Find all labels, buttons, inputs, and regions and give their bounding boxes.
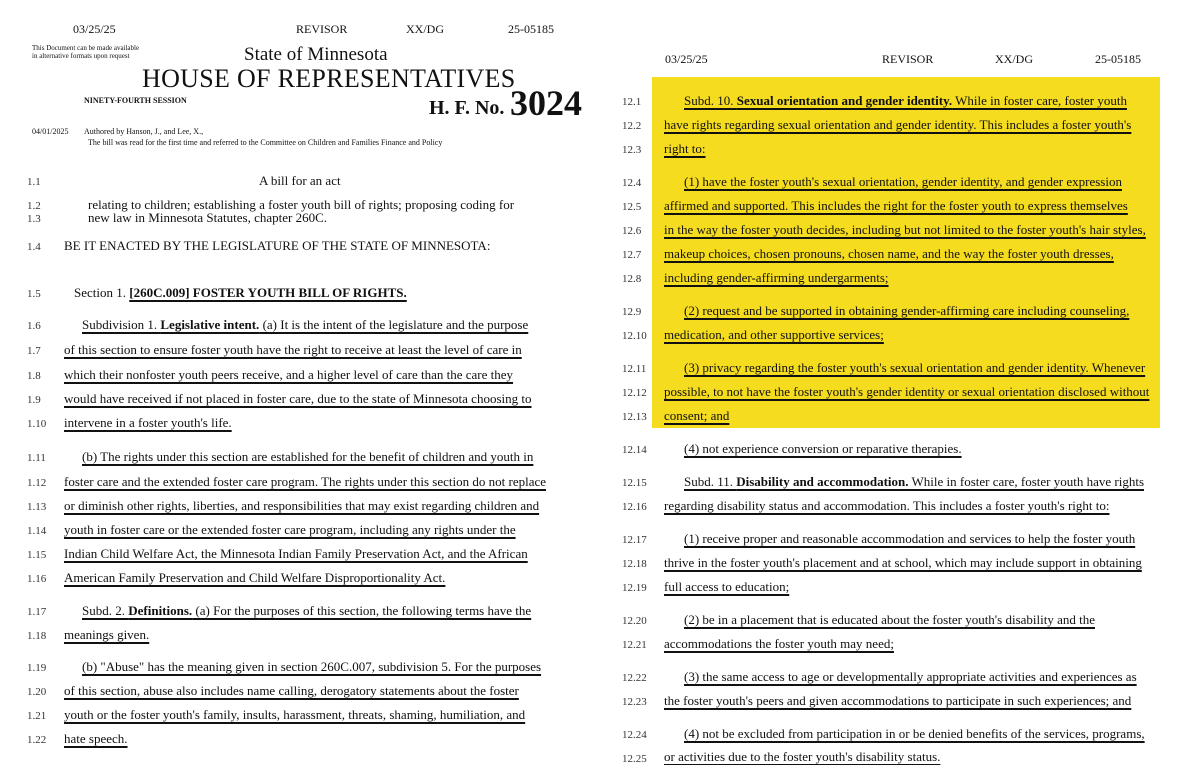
- state-title: State of Minnesota: [244, 44, 388, 65]
- hf-number: 3024: [510, 83, 582, 123]
- line-number: 12.11: [622, 363, 647, 375]
- bill-line: (3) the same access to age or developmentally appropriate activities and experiences as: [684, 669, 1137, 684]
- availability-note: [32, 44, 139, 60]
- bill-line: American Family Preservation and Child Welfare Disproportionality Act.: [64, 570, 446, 585]
- bill-line: thrive in the foster youth's placement and at school, which may include support in obtaining: [664, 555, 1142, 570]
- bill-line: in the way the foster youth decides, including but not limited to the foster youth's hair styles,: [664, 222, 1146, 237]
- bill-line: including gender-affirming undergarments;: [664, 270, 889, 285]
- line-number: 1.14: [27, 525, 47, 537]
- line-number: 1.10: [27, 418, 47, 430]
- bill-line: (4) not be excluded from participation in or be denied benefits of the services, programs,: [684, 726, 1145, 741]
- subd-heading: Definitions.: [128, 603, 193, 618]
- bill-line: consent; and: [664, 408, 730, 423]
- line-number: 12.1: [622, 96, 642, 108]
- line-number: 1.5: [27, 288, 41, 300]
- bill-line: [684, 93, 1127, 109]
- line-number: 12.9: [622, 306, 642, 318]
- line-number: 12.15: [622, 477, 647, 489]
- line-number: 12.16: [622, 501, 647, 513]
- bill-line: new law in Minnesota Statutes, chapter 260C.: [88, 210, 328, 225]
- bill-line: hate speech.: [64, 731, 128, 746]
- bill-line: which their nonfoster youth peers receive, and a higher level of care than the care they: [64, 367, 514, 382]
- bill-line: full access to education;: [664, 579, 790, 594]
- bill-line: youth in foster care or the extended foster care program, including any rights under the: [64, 522, 516, 537]
- bill-line: (b) The rights under this section are established for the benefit of children and youth in: [82, 449, 534, 464]
- subd-heading: Legislative intent.: [160, 317, 260, 332]
- subd-prefix: Subd. 2.: [82, 603, 129, 618]
- bill-line: [74, 285, 407, 301]
- line-number: 1.4: [27, 241, 41, 253]
- bill-line: the foster youth's peers and given accommodations to participate in such experiences; and: [664, 693, 1132, 708]
- line-number: 1.2: [27, 200, 41, 212]
- line-number: 1.13: [27, 501, 47, 513]
- bill-line: right to:: [664, 141, 706, 156]
- left-header-office: REVISOR: [296, 22, 348, 36]
- bill-line: or diminish other rights, liberties, and responsibilities that may exist regarding children and: [64, 498, 540, 513]
- line-number: 12.20: [622, 615, 647, 627]
- bill-line: (b) "Abuse" has the meaning given in section 260C.007, subdivision 5. For the purposes: [82, 659, 542, 674]
- line-number: 1.12: [27, 477, 47, 489]
- line-number: 12.7: [622, 249, 642, 261]
- line-number: 1.20: [27, 686, 47, 698]
- bill-line: youth or the foster youth's family, insults, harassment, threats, shaming, humiliation, and: [64, 707, 526, 722]
- line-number: 12.4: [622, 177, 642, 189]
- right-header-initials: XX/DG: [995, 52, 1033, 66]
- bill-line: regarding disability status and accommodation. This includes a foster youth's right to:: [664, 498, 1110, 513]
- line-number: 1.9: [27, 394, 41, 406]
- line-number: 1.16: [27, 573, 47, 585]
- line-number: 12.25: [622, 753, 647, 765]
- bill-line: meanings given.: [64, 627, 150, 642]
- line-number: 1.19: [27, 662, 47, 674]
- line-number: 12.3: [622, 144, 642, 156]
- hf-label: H. F. No.: [429, 97, 505, 119]
- line-number: 12.18: [622, 558, 647, 570]
- bill-line: (4) not experience conversion or reparative therapies.: [684, 441, 962, 456]
- line-number: 1.17: [27, 606, 47, 618]
- right-header-docid: 25-05185: [1095, 52, 1141, 66]
- availability-note-line-1: This Document can be made available: [32, 44, 140, 52]
- subd-heading: Sexual orientation and gender identity.: [736, 93, 953, 108]
- right-header-date: 03/25/25: [665, 52, 708, 66]
- line-number: 1.1: [27, 176, 41, 188]
- line-number: 1.11: [27, 452, 46, 464]
- bill-line: medication, and other supportive services;: [664, 327, 884, 342]
- line-number: 1.18: [27, 630, 47, 642]
- line-number: 12.5: [622, 201, 642, 213]
- bill-line: have rights regarding sexual orientation and gender identity. This includes a foster youth's: [664, 117, 1132, 132]
- bill-line: or activities due to the foster youth's disability status.: [664, 749, 941, 764]
- line-number: 12.14: [622, 444, 647, 456]
- bill-line: [82, 603, 531, 619]
- section-heading: [260C.009] FOSTER YOUTH BILL OF RIGHTS.: [129, 285, 407, 300]
- bill-line: [82, 317, 528, 333]
- subd-prefix: Subdivision 1.: [82, 317, 161, 332]
- bill-line: of this section to ensure foster youth have the right to receive at least the level of care in: [64, 342, 522, 357]
- subd-text: (a) For the purposes of this section, the following terms have the: [192, 603, 532, 618]
- bill-line: would have received if not placed in foster care, due to the state of Minnesota choosing to: [64, 391, 532, 406]
- referral-note: The bill was read for the first time and referred to the Committee on Children and Families Finance and Policy: [88, 138, 443, 147]
- bill-line: possible, to not have the foster youth's gender identity or sexual orientation disclosed without: [664, 384, 1150, 399]
- left-header-date: 03/25/25: [73, 22, 116, 36]
- bill-line: (2) be in a placement that is educated about the foster youth's disability and the: [684, 612, 1095, 627]
- line-number: 12.21: [622, 639, 647, 651]
- line-number: 12.23: [622, 696, 647, 708]
- line-number: 1.15: [27, 549, 47, 561]
- bill-line: (1) receive proper and reasonable accommodation and services to help the foster youth: [684, 531, 1136, 546]
- line-number: 12.6: [622, 225, 642, 237]
- subd-prefix: Subd. 10.: [684, 93, 737, 108]
- bill-line: A bill for an act: [259, 173, 341, 188]
- bill-line: relating to children; establishing a foster youth bill of rights; proposing coding for: [88, 197, 515, 212]
- line-number: 1.21: [27, 710, 47, 722]
- bill-line: accommodations the foster youth may need;: [664, 636, 894, 651]
- subd-text: While in foster care, foster youth have rights: [908, 474, 1145, 489]
- session-label: NINETY-FOURTH SESSION: [84, 96, 187, 105]
- bill-line: affirmed and supported. This includes the right for the foster youth to express themselves: [664, 198, 1128, 213]
- line-number: 12.17: [622, 534, 647, 546]
- line-number: 1.3: [27, 213, 41, 225]
- bill-line: Indian Child Welfare Act, the Minnesota Indian Family Preservation Act, and the African: [64, 546, 528, 561]
- line-number: 12.13: [622, 411, 647, 423]
- bill-line: (2) request and be supported in obtaining gender-affirming care including counseling,: [684, 303, 1130, 318]
- right-header-office: REVISOR: [882, 52, 934, 66]
- line-number: 12.2: [622, 120, 642, 132]
- line-number: 12.10: [622, 330, 647, 342]
- line-number: 1.8: [27, 370, 41, 382]
- left-header-docid: 25-05185: [508, 22, 554, 36]
- bill-line: makeup choices, chosen pronouns, chosen name, and the way the foster youth dresses,: [664, 246, 1114, 261]
- bill-line: (1) have the foster youth's sexual orientation, gender identity, and gender expression: [684, 174, 1122, 189]
- intro-date: 04/01/2025: [32, 127, 69, 136]
- line-number: 12.22: [622, 672, 647, 684]
- bill-line: of this section, abuse also includes name calling, derogatory statements about the foster: [64, 683, 519, 698]
- bill-line: intervene in a foster youth's life.: [64, 415, 232, 430]
- subd-text: While in foster care, foster youth: [952, 93, 1127, 108]
- chamber-title: HOUSE OF REPRESENTATIVES: [142, 64, 516, 93]
- line-number: 1.22: [27, 734, 47, 746]
- authors: Authored by Hanson, J., and Lee, X.,: [84, 127, 204, 136]
- bill-line: (3) privacy regarding the foster youth's sexual orientation and gender identity. Whenever: [684, 360, 1146, 375]
- line-number: 12.24: [622, 729, 647, 741]
- bill-line: foster care and the extended foster care program. The rights under this section do not replace: [64, 474, 547, 489]
- bill-line: [684, 474, 1144, 490]
- availability-note-line-2: in alternative formats upon request: [32, 52, 130, 60]
- subd-heading: Disability and accommodation.: [736, 474, 909, 489]
- left-header-initials: XX/DG: [406, 22, 444, 36]
- bill-line: BE IT ENACTED BY THE LEGISLATURE OF THE STATE OF MINNESOTA:: [64, 238, 491, 253]
- line-number: 12.19: [622, 582, 647, 594]
- section-prefix: Section 1.: [74, 285, 130, 300]
- subd-text: (a) It is the intent of the legislature and the purpose: [259, 317, 529, 332]
- line-number: 1.7: [27, 345, 41, 357]
- subd-prefix: Subd. 11.: [684, 474, 737, 489]
- line-number: 12.8: [622, 273, 642, 285]
- line-number: 12.12: [622, 387, 647, 399]
- line-number: 1.6: [27, 320, 41, 332]
